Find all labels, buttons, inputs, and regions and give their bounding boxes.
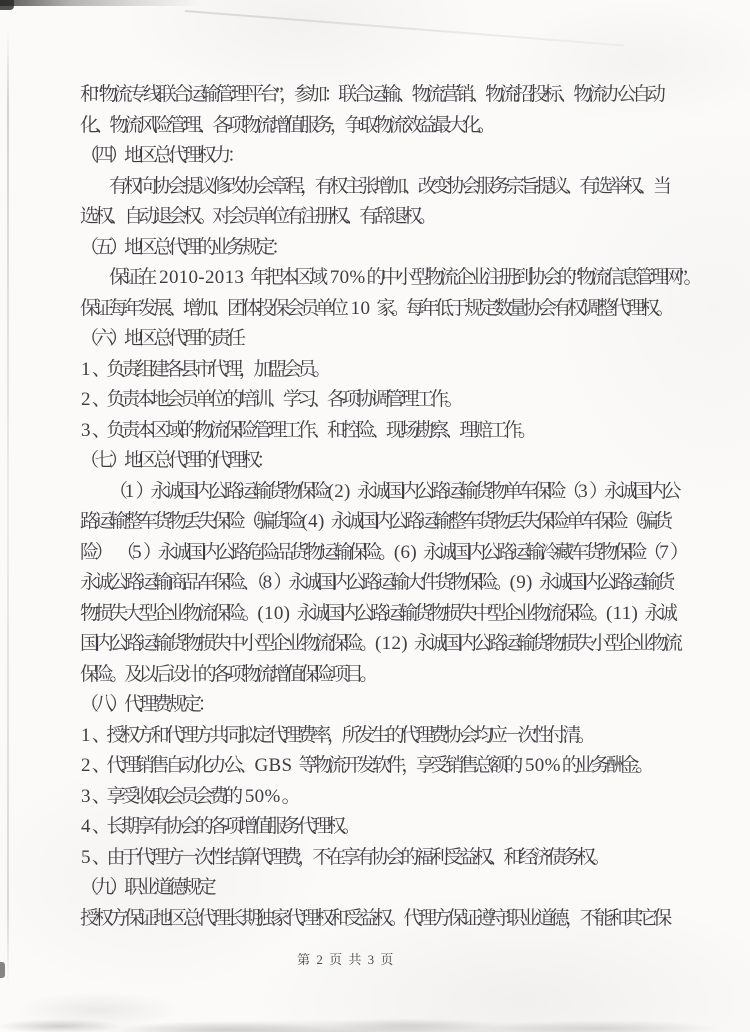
paragraph-line: 授权方保证地区总代理长期独家代理权和受益权。代理方保证遵守职业道德，不能和其它保 (80, 907, 669, 929)
section-heading: （八）代理费规定： (80, 694, 213, 715)
paragraph-line: 保证每年发展、增加、团体投保会员单位 10 家。每年低于规定数量协会有权调整代理权。 (80, 297, 671, 319)
paragraph-line: 保险。及以后设计的各项物流增值保险项目。 (80, 663, 375, 685)
list-item-line: 4、长期享有协会的各项增值服务代理权。 (81, 816, 357, 837)
paragraph-line: 和“物流专线联合运输管理平台”，参加：联合运输、物流营销、物流招投标、物流办公自动 (80, 84, 662, 105)
list-item-line: 2、负责本地会员单位的培训、学习、各项协调管理工作。 (81, 389, 460, 410)
list-item-line: 2、代理销售自动化办公、GBS 等物流开发软件，享受销售总额的 50%的业务酬金。 (81, 755, 650, 776)
paragraph-line: 路运输整车货物丢失保险（骗货险(4) 永诚国内公路运输整车货物丢失保险单车保险（骗货 (80, 511, 669, 532)
section-heading: （四）地区总代理权力： (80, 145, 242, 166)
section-heading: （七）地区总代理的代理权： (80, 450, 272, 471)
paragraph-line: 物损失大型企业物流保险。(10) 永诚国内公路运输货物损失中型企业物流保险。(11) 永诚 (80, 602, 674, 624)
paragraph-line: 保证在 2010-2013 年把本区域 70%的中小型物流企业注册到协会的“物流信息管理网”。 (109, 267, 699, 288)
paragraph-line: 险） （5）永诚国内公路危险品货物运输保险。(6) 永诚国内公路运输冷藏车货物保险（7） (80, 541, 685, 563)
list-item-line: 1、授权方和代理方共同拟定代理费率，所发生的代理费协会均应一次性付清。 (81, 724, 592, 746)
document-body (80, 80, 705, 934)
paragraph-line: 国内公路运输货物损失中小型企业物流保险。(12) 永诚国内公路运输货物损失小型企业物流 (80, 633, 679, 654)
scan-artifact-top-edge (0, 0, 200, 6)
section-heading: （六）地区总代理的责任 (80, 328, 242, 349)
list-item-line: 5、由于代理方一次性结算代理费，不在享有协会的福利受益权、和经济债务权。 (81, 846, 607, 868)
scan-artifact-bottom-shadow (0, 984, 750, 1032)
paragraph-line: 选权、自动退会权。对会员单位有注册权、有辞退权。 (80, 206, 433, 227)
scan-artifact-corner-mark (0, 0, 14, 10)
paragraph-line: 永诚公路运输商品车保险、（8）永诚国内公路运输大件货物保险。(9) 永诚国内公路运输货 (80, 572, 672, 593)
scan-artifact-crease (185, 10, 624, 47)
paragraph-line: （1）永诚国内公路运输货物保险(2) 永诚国内公路运输货物单车保险（3）永诚国内公 (109, 480, 678, 502)
list-item-line: 3、负责本区域的物流保险管理工作、和控险、现场勘察、理赔工作。 (81, 419, 533, 441)
section-heading: （五）地区总代理的业务规定： (80, 236, 286, 258)
scan-artifact-left-paper-edge (7, 28, 9, 988)
list-item-line: 1、负责组建各县市代理，加盟会员。 (81, 358, 328, 380)
page-number: 第 2 页 共 3 页 (297, 952, 395, 967)
paragraph-line: 化、物流风险管理、各项物流增值服务，争取物流效益最大化。 (80, 114, 492, 136)
list-item-line: 3、享受收取会员会费的 50%。 (81, 785, 297, 807)
section-heading: （九）职业道德规定 (80, 877, 213, 898)
paragraph-line: 有权向协会提议修改协会章程，有权主张增加、改变协会服务宗旨提议、有选举权、当 (109, 175, 668, 197)
